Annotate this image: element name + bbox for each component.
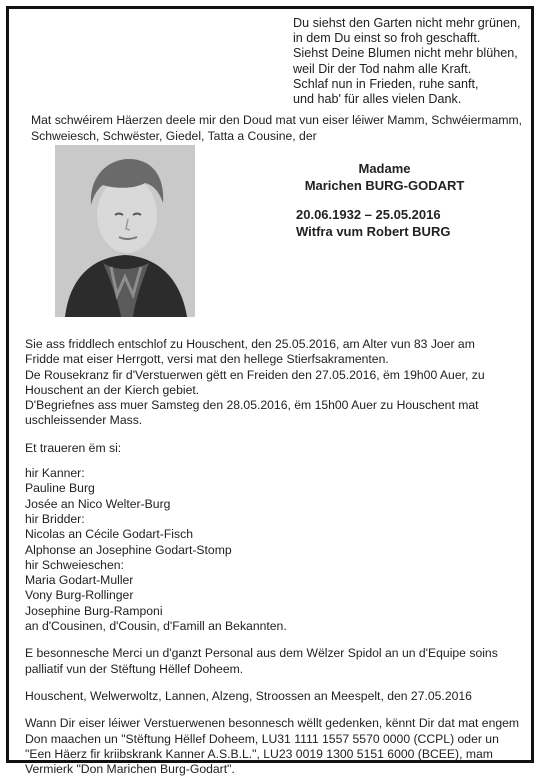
mourner-line: hir Kanner: (25, 466, 85, 481)
donation-line: Vermierk "Don Marichen Burg-Godart". (25, 762, 235, 777)
place-date: Houschent, Welwerwoltz, Lannen, Alzeng, Stroossen an Meespelt, den 27.05.2016 (25, 688, 472, 703)
mourner-line: Vony Burg-Rollinger (25, 588, 134, 603)
poem-line: und hab' für alles vielen Dank. (293, 92, 462, 107)
deceased-title: Madame (358, 161, 411, 176)
poem-line: Schlaf nun in Frieden, ruhe sanft, (293, 76, 479, 91)
poem-line: weil Dir der Tod nahm alle Kraft. (293, 61, 472, 76)
poem-line: in dem Du einst so froh geschafft. (293, 31, 481, 46)
deceased-name: Marichen BURG-GODART (304, 178, 465, 193)
poem-line: Du siehst den Garten nicht mehr grünen, (293, 16, 521, 30)
mourner-line: Nicolas an Cécile Godart-Fisch (25, 527, 193, 542)
memorial-poem (293, 16, 533, 107)
death-details (25, 337, 525, 429)
mourner-line: hir Schweieschen: (25, 557, 124, 572)
body-line: Sie ass friddlech entschlof zu Houschent, den 25.05.2016, am Alter vun 83 Joer am (25, 337, 475, 351)
thanks-line: E besonnesche Merci un d'ganzt Personal aus dem Wëlzer Spidol an un d'Equipe soins (25, 646, 498, 661)
deceased-dates-block (296, 207, 506, 240)
mourner-line: Josée an Nico Welter-Burg (25, 496, 171, 511)
portrait-illustration (55, 145, 195, 317)
body-line: Houschent an der Kierch gebiet. (25, 382, 200, 397)
thanks-paragraph (25, 646, 525, 677)
mourning-intro: Et traueren ëm si: (25, 440, 122, 455)
mourner-line: hir Bridder: (25, 511, 85, 526)
donation-line: "Een Häerz fir kriibskrank Kanner A.S.B.L.", LU23 0019 1300 5151 6000 (BCEE), mam (25, 746, 493, 761)
intro-line: Schweiesch, Schwëster, Giedel, Tatta a Cousine, der (31, 128, 317, 143)
deceased-name-block (292, 160, 477, 194)
donation-paragraph (25, 716, 525, 777)
life-dates: 20.06.1932 – 25.05.2016 (296, 207, 441, 222)
announcement-intro (31, 113, 526, 144)
mourner-line: Josephine Burg-Ramponi (25, 603, 163, 618)
mourner-line: an d'Cousinen, d'Cousin, d'Famill an Bekannten. (25, 619, 287, 634)
donation-line: Wann Dir eiser léiwer Verstuerwenen besonnesch wëllt gedenken, kënnt Dir dat mat engem (25, 716, 520, 731)
thanks-line: palliatif vun der Stëftung Hëllef Doheem. (25, 661, 244, 676)
body-line: D'Begriefnes ass muer Samsteg den 28.05.2016, ëm 15h00 Auer zu Houschent mat (25, 398, 479, 413)
mourners-list (25, 466, 525, 634)
portrait-photo (55, 145, 195, 317)
mourner-line: Pauline Burg (25, 481, 95, 496)
donation-line: Don maachen un "Stëftung Hëllef Doheem, LU31 1111 1557 5570 0000 (CCPL) oder un (25, 731, 499, 746)
obituary-body (25, 337, 525, 777)
intro-line: Mat schwéirem Häerzen deele mir den Doud mat vun eiser léiwer Mamm, Schwéiermamm, (31, 113, 523, 127)
mourner-line: Alphonse an Josephine Godart-Stomp (25, 542, 232, 557)
body-line: De Rousekranz fir d'Verstuerwen gëtt en Freiden den 27.05.2016, ëm 19h00 Auer, zu (25, 367, 485, 382)
body-line: uschleissender Mass. (25, 413, 143, 428)
mourner-line: Maria Godart-Muller (25, 573, 134, 588)
poem-line: Siehst Deine Blumen nicht mehr blühen, (293, 46, 518, 61)
body-line: Fridde mat eiser Herrgott, versi mat den hellege Stierfsakramenten. (25, 352, 389, 367)
widow-line: Witfra vum Robert BURG (296, 223, 451, 239)
